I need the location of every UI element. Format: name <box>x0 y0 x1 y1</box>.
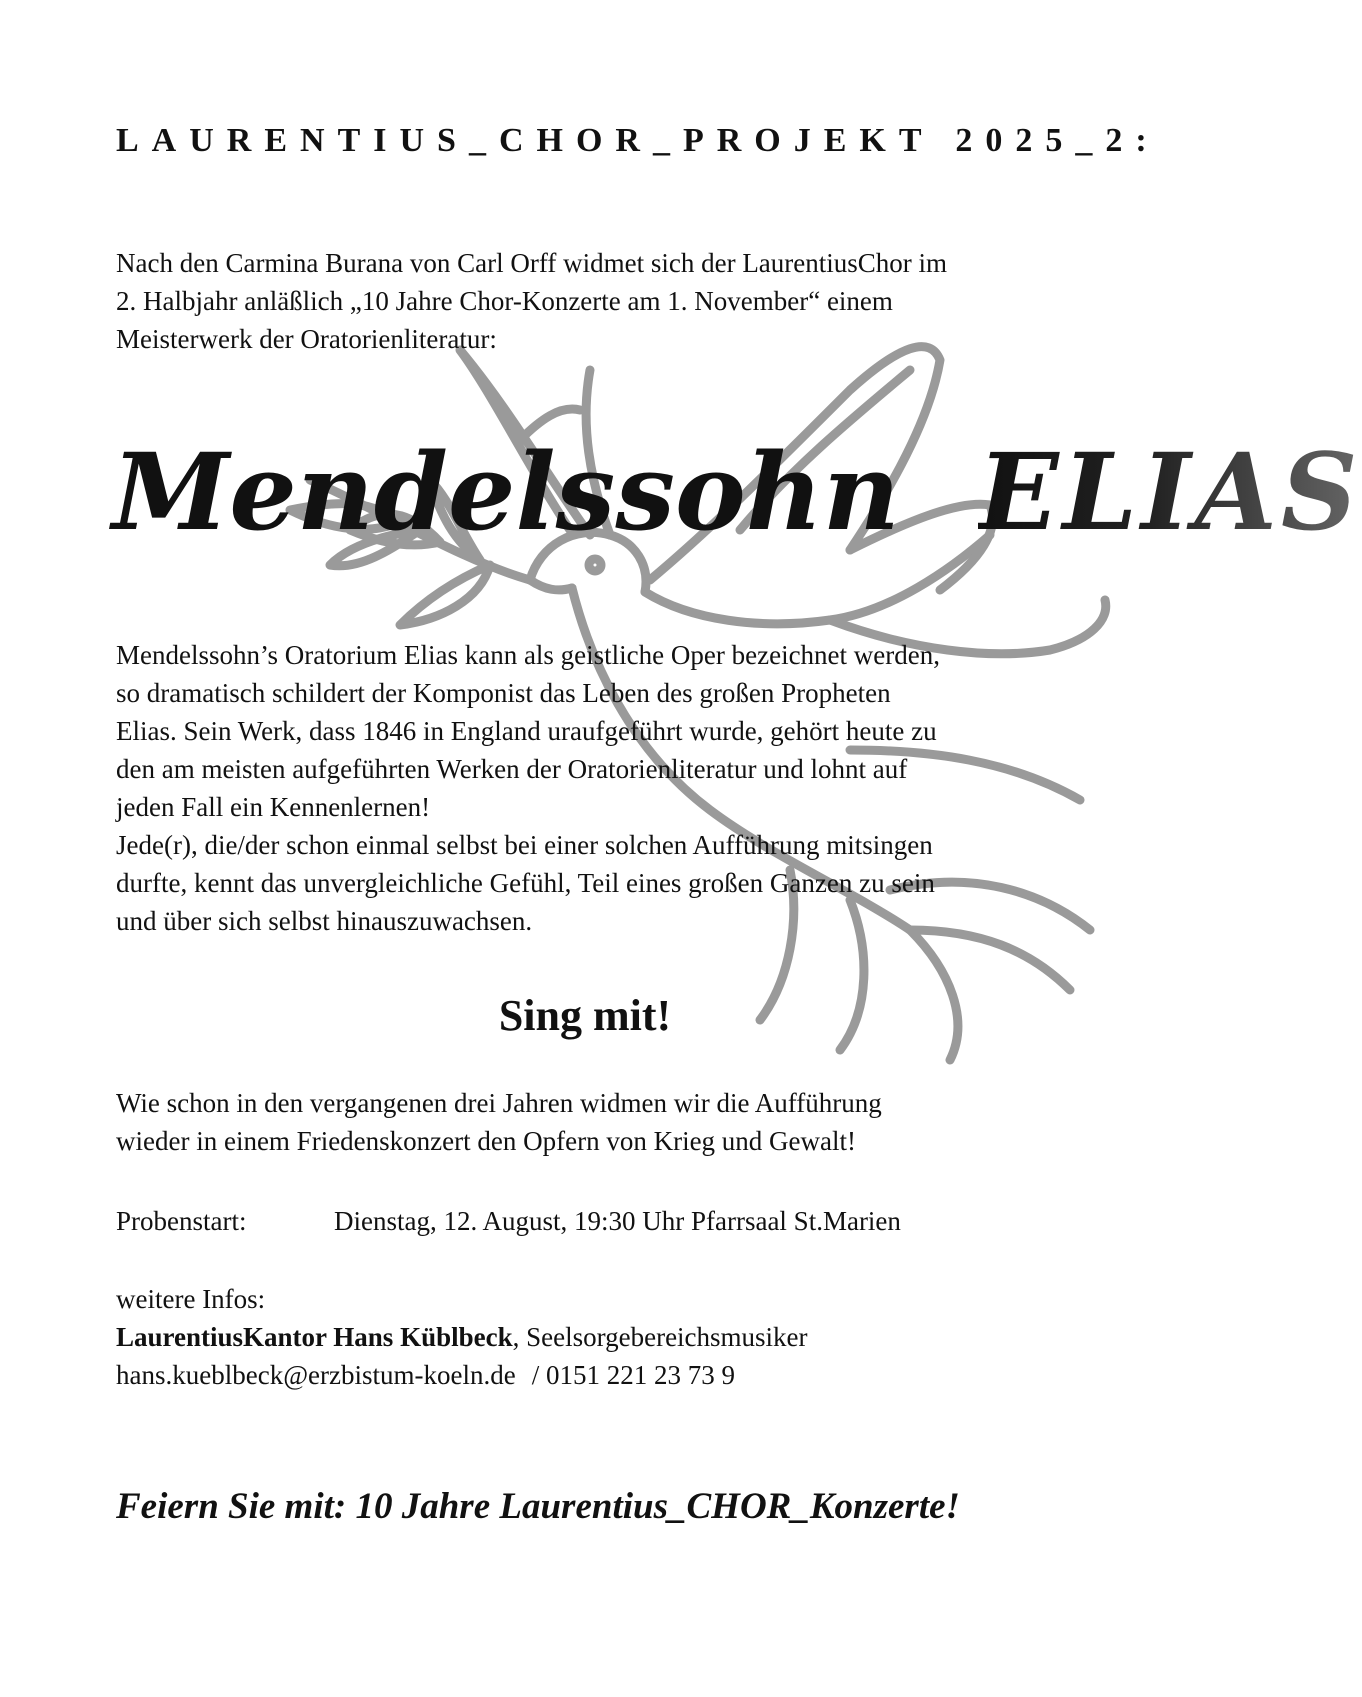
description-line: und über sich selbst hinauszuwachsen. <box>116 906 533 936</box>
intro-paragraph <box>116 244 1116 358</box>
description-line: so dramatisch schildert der Komponist das Leben des großen Propheten <box>116 678 891 708</box>
dedication-paragraph <box>116 1084 1096 1160</box>
dedication-line: Wie schon in den vergangenen drei Jahren widmen wir die Aufführung <box>116 1088 882 1118</box>
footer-slogan: Feiern Sie mit: 10 Jahre Laurentius_CHOR_Konzerte! <box>116 1486 960 1527</box>
description-line: jeden Fall ein Kennenlernen! <box>116 792 431 822</box>
contact-details-line <box>116 1356 1116 1394</box>
contact-heading: weitere Infos: <box>116 1284 266 1314</box>
call-to-action: Sing mit! <box>498 991 672 1040</box>
description-line: durfte, kennt das unvergleichliche Gefühl, Teil eines großen Ganzen zu sein <box>116 868 935 898</box>
intro-line: Meisterwerk der Oratorienliteratur: <box>116 324 497 354</box>
contact-email-link[interactable]: hans.kueblbeck@erzbistum-koeln.de <box>116 1360 516 1390</box>
rehearsal-label: Probenstart: <box>116 1206 247 1236</box>
intro-line: 2. Halbjahr anläßlich „10 Jahre Chor-Konzerte am 1. November“ einem <box>116 286 893 316</box>
dedication-line: wieder in einem Friedenskonzert den Opfern von Krieg und Gewalt! <box>116 1126 857 1156</box>
rehearsal-info <box>116 1202 1116 1240</box>
description-paragraph <box>116 636 1096 940</box>
contact-separator: / <box>531 1360 540 1390</box>
description-line: den am meisten aufgeführten Werken der Oratorienliteratur und lohnt auf <box>116 754 908 784</box>
contact-name: LaurentiusKantor Hans Küblbeck <box>116 1322 513 1352</box>
description-line: Elias. Sein Werk, dass 1846 in England uraufgeführt wurde, gehört heute zu <box>116 716 937 746</box>
contact-person-line <box>116 1318 1116 1356</box>
project-header: LAURENTIUS_CHOR_PROJEKT 2025_2: <box>116 122 1160 159</box>
title-work: ELIAS <box>977 429 1362 554</box>
intro-line: Nach den Carmina Burana von Carl Orff widmet sich der LaurentiusChor im <box>116 248 948 278</box>
description-line: Mendelssohn’s Oratorium Elias kann als geistliche Oper bezeichnet werden, <box>116 640 941 670</box>
rehearsal-value: Dienstag, 12. August, 19:30 Uhr Pfarrsaal St.Marien <box>334 1206 901 1236</box>
contact-phone: 0151 221 23 73 9 <box>546 1360 736 1390</box>
title-composer: Mendelssohn <box>112 429 900 554</box>
contact-info <box>116 1280 1116 1394</box>
work-title <box>112 429 1362 554</box>
description-line: Jede(r), die/der schon einmal selbst bei einer solchen Aufführung mitsingen <box>116 830 933 860</box>
contact-role: , Seelsorgebereichsmusiker <box>512 1322 808 1352</box>
